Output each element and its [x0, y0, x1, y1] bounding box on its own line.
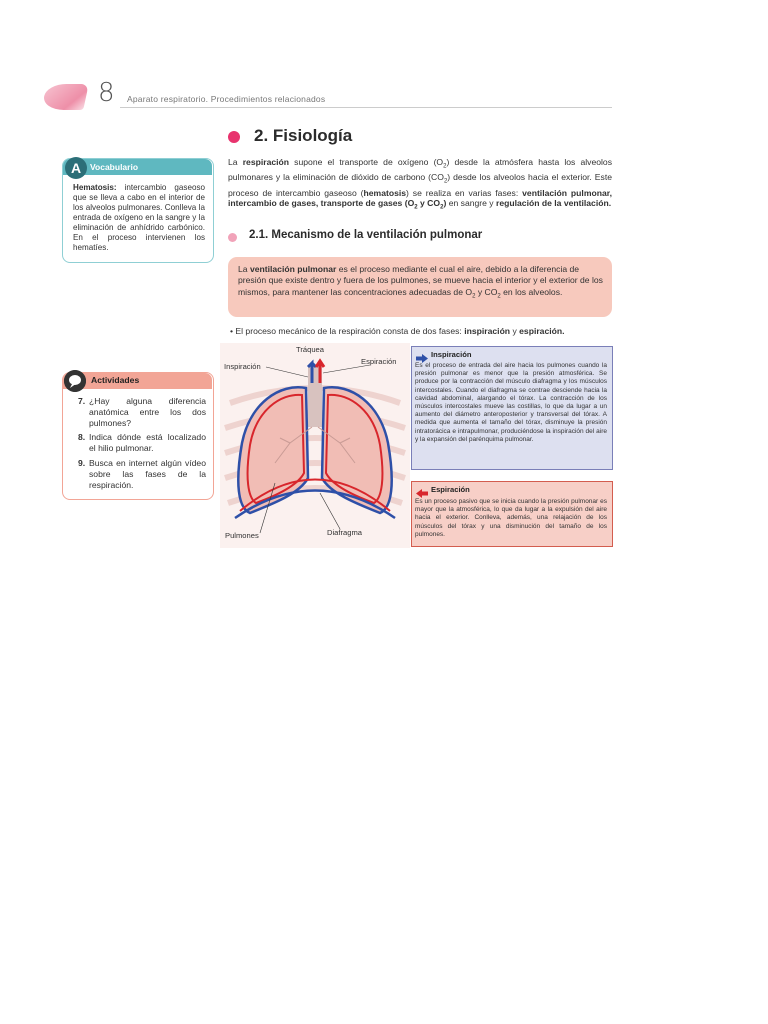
- section-bullet: [228, 131, 240, 143]
- activity-number: 8.: [78, 432, 86, 443]
- emphasis-text: hematosis: [363, 187, 407, 198]
- activity-item: [78, 458, 206, 490]
- vocabulary-definition: intercambio gaseoso que se lleva a cabo en el interior de los alveolos pulmonares. Conlleva la entrada de oxígeno en la sangre y la eliminación de anhídrido carbónico. En el proceso intervienen los hematíes.: [73, 183, 205, 252]
- text-run: y CO: [475, 286, 498, 297]
- text-run: en sangre y: [446, 198, 496, 209]
- text-run: ) desde la atmósfera hasta los alveolos pulmonares y la eliminación de dióxido de carbono (CO: [228, 157, 613, 183]
- phases-list-item: [230, 326, 565, 336]
- text-run: 2: [443, 163, 447, 170]
- page-number: 8: [98, 78, 115, 108]
- page-tab-decoration: [41, 84, 89, 110]
- activity-item: [78, 432, 206, 454]
- emphasis-text: espiración.: [519, 326, 565, 336]
- subsection-bullet: [228, 233, 237, 242]
- lung-illustration: [220, 343, 410, 548]
- text-run: ) desde los alveolos hacia el exterior. Este proceso de intercambio gaseoso (: [228, 172, 612, 198]
- activity-text: ¿Hay alguna diferencia anatómica entre los dos pulmones?: [89, 396, 206, 428]
- emphasis-text: ventilación pulmonar, intercambio de gases, transporte de gases (O: [228, 187, 612, 209]
- label-espiracion: Espiración: [361, 357, 397, 366]
- emphasis-text: 2: [440, 204, 444, 211]
- text-run: La: [228, 157, 243, 167]
- activities-title: Actividades: [91, 375, 140, 385]
- vocabulary-term: Hematosis:: [73, 183, 117, 192]
- definition-text: [238, 264, 604, 303]
- activity-number: 9.: [78, 457, 86, 468]
- text-run: supone el transporte de oxígeno (O: [289, 157, 444, 167]
- subsection-title: 2.1. Mecanismo de la ventilación pulmonar: [249, 229, 483, 241]
- emphasis-text: inspiración: [464, 326, 511, 336]
- section-intro: [228, 157, 612, 214]
- text-run: • El proceso mecánico de la respiración consta de dos fases:: [230, 326, 465, 336]
- emphasis-text: regulación de la ventilación.: [496, 198, 612, 209]
- activity-item: [78, 396, 206, 428]
- section-title: 2. Fisiología: [254, 126, 353, 145]
- activity-number: 7.: [78, 396, 86, 406]
- activity-text: Busca en internet algún vídeo sobre las fases de la respiración.: [89, 457, 206, 490]
- speech-bubble-icon: [64, 370, 86, 392]
- espiracion-title: Espiración: [431, 485, 470, 494]
- vocabulary-title: Vocabulario: [90, 162, 139, 172]
- emphasis-text: ): [443, 198, 447, 209]
- emphasis-text: 2: [414, 204, 418, 211]
- emphasis-text: ventilación pulmonar: [249, 264, 337, 274]
- label-pulmones: Pulmones: [225, 531, 259, 540]
- inspiracion-title: Inspiración: [431, 350, 472, 359]
- label-traquea: Tráquea: [296, 345, 325, 354]
- lung-diagram: [220, 343, 410, 548]
- text-run: y: [510, 326, 520, 336]
- label-diafragma: Diafragma: [327, 528, 363, 537]
- text-run: ) se realiza en varias fases:: [406, 187, 523, 198]
- text-run: 2: [472, 293, 476, 300]
- text-run: es el proceso mediante el cual el aire, debido a la diferencia de presión que existe dentro y fuera de los pulmones, se mueve hacia el interior y el exterior de los mismos, para mantener las concentraciones adecuadas de O: [238, 264, 603, 297]
- emphasis-text: y CO: [417, 198, 441, 209]
- vocabulary-text: [73, 183, 205, 253]
- text-run: 2: [497, 293, 501, 300]
- emphasis-text: respiración: [242, 157, 290, 167]
- header-divider: [120, 107, 612, 108]
- activities-list: [78, 396, 206, 494]
- text-run: La: [238, 264, 250, 274]
- inspiracion-text: Es el proceso de entrada del aire hacia los pulmones cuando la presión pulmonar es menor que la presión atmosférica. Se produce por la contracción del músculo diafragma y los músculos intercostales. Cuando el diafragma se contrae desciende hacia la cavidad abdominal, alargando el tórax. La contracción de los músculos intercostales mueve las costillas, lo que da lugar a un aumento del diámetro anteroposterior y transversal del tórax. A medida que aumenta el tamaño del tórax, disminuye la presión intratorácica e intrapulmonar, produciéndose la inspiración del aire y la expansión del parénquima pulmonar.: [415, 362, 607, 443]
- espiracion-text: Es un proceso pasivo que se inicia cuando la presión pulmonar es mayor que la atmosférica, lo que da lugar a la expulsión del aire hacia el exterior. Conlleva, además, una relajación de los músculos del tórax y una disminución del tamaño de los pulmones.: [415, 498, 607, 538]
- label-inspiracion: Inspiración: [224, 362, 261, 371]
- vocabulary-icon: A: [65, 157, 87, 179]
- activity-text: Indica dónde está localizado el hilio pulmonar.: [89, 432, 206, 454]
- running-title: Aparato respiratorio. Procedimientos relacionados: [127, 94, 326, 104]
- text-run: en los alveolos.: [500, 286, 563, 297]
- text-run: 2: [443, 179, 448, 186]
